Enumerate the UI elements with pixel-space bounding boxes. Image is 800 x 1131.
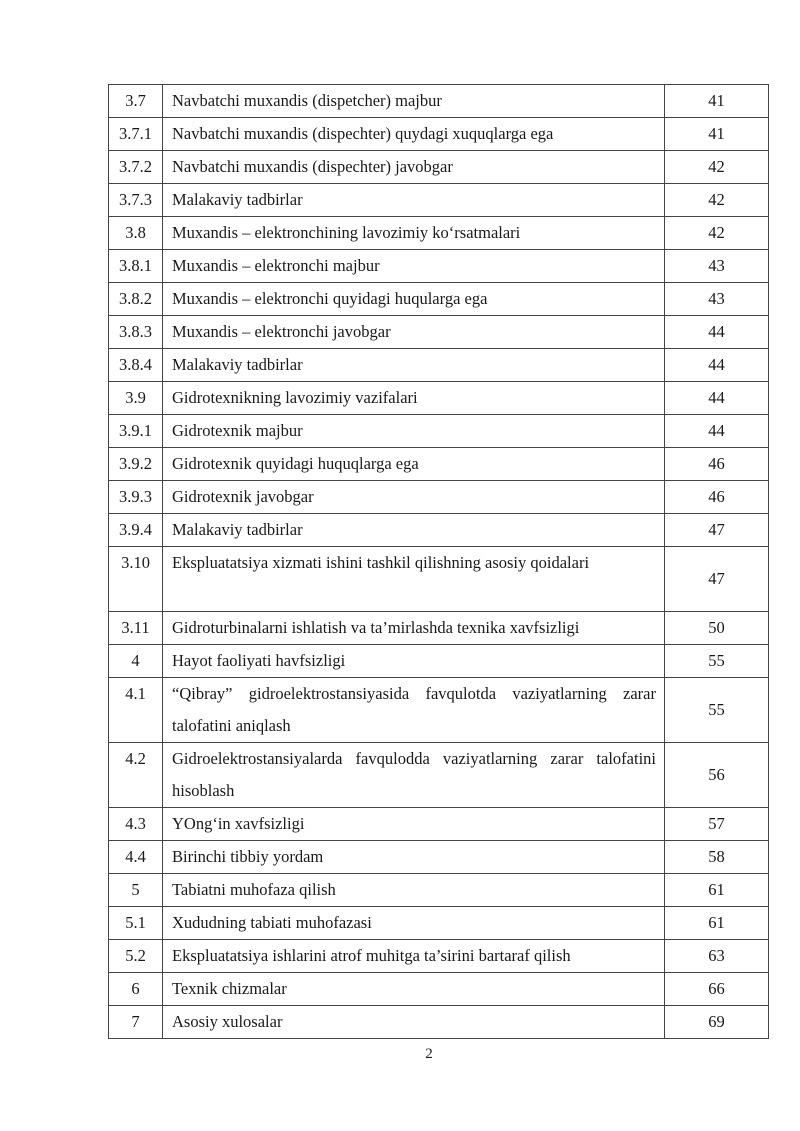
toc-row [109,973,769,1006]
toc-number: 5.1 [109,907,163,940]
toc-number: 3.7 [109,85,163,118]
toc-number: 7 [109,1006,163,1039]
toc-page: 55 [665,678,769,743]
toc-row [109,217,769,250]
toc-page: 46 [665,481,769,514]
toc-row [109,118,769,151]
toc-page: 63 [665,940,769,973]
toc-page: 58 [665,841,769,874]
toc-row [109,678,769,743]
toc-row [109,808,769,841]
toc-number: 3.9.4 [109,514,163,547]
toc-row [109,250,769,283]
toc-row [109,743,769,808]
toc-page: 43 [665,283,769,316]
toc-number: 3.8.1 [109,250,163,283]
toc-page: 50 [665,612,769,645]
toc-page: 44 [665,382,769,415]
toc-number: 4 [109,645,163,678]
toc-row [109,316,769,349]
toc-number: 4.3 [109,808,163,841]
toc-page: 47 [665,514,769,547]
toc-page: 41 [665,85,769,118]
toc-number: 6 [109,973,163,1006]
toc-row [109,940,769,973]
toc-page: 55 [665,645,769,678]
toc-title: Navbatchi muxandis (dispechter) quydagi xuquqlarga ega [163,118,665,151]
toc-row [109,448,769,481]
toc-number: 3.9.3 [109,481,163,514]
toc-title: Gidrotexnik javobgar [163,481,665,514]
toc-row [109,382,769,415]
toc-title: Muxandis – elektronchi javobgar [163,316,665,349]
toc-title: Gidroelektrostansiyalarda favqulodda vaziyatlarning zarar talofatini hisoblash [163,743,665,808]
toc-title: Malakaviy tadbirlar [163,184,665,217]
toc-title: Texnik chizmalar [163,973,665,1006]
toc-title: Muxandis – elektronchi quyidagi huqularga ega [163,283,665,316]
toc-number: 3.8.2 [109,283,163,316]
toc-page: 56 [665,743,769,808]
toc-number: 3.9 [109,382,163,415]
toc-row [109,514,769,547]
toc-title: Malakaviy tadbirlar [163,514,665,547]
toc-row [109,841,769,874]
toc-row [109,349,769,382]
toc-title: Navbatchi muxandis (dispechter) javobgar [163,151,665,184]
toc-number: 4.2 [109,743,163,808]
toc-row [109,85,769,118]
toc-title: “Qibray” gidroelektrostansiyasida favqulotda vaziyatlarning zarar talofatini aniqlash [163,678,665,743]
toc-title: Ekspluatatsiya xizmati ishini tashkil qilishning asosiy qoidalari [163,547,665,612]
toc-row [109,415,769,448]
toc-number: 3.8.4 [109,349,163,382]
toc-number: 3.8 [109,217,163,250]
toc-row [109,907,769,940]
toc-page: 61 [665,874,769,907]
toc-row [109,184,769,217]
toc-title: Asosiy xulosalar [163,1006,665,1039]
toc-title: Gidrotexnik majbur [163,415,665,448]
toc-title: Malakaviy tadbirlar [163,349,665,382]
toc-title: YOng‘in xavfsizligi [163,808,665,841]
toc-number: 3.8.3 [109,316,163,349]
toc-number: 4.4 [109,841,163,874]
toc-title: Hayot faoliyati havfsizligi [163,645,665,678]
toc-page: 69 [665,1006,769,1039]
toc-title: Muxandis – elektronchining lavozimiy ko‘rsatmalari [163,217,665,250]
toc-page: 44 [665,316,769,349]
toc-page: 44 [665,415,769,448]
toc-page: 57 [665,808,769,841]
toc-row [109,151,769,184]
toc-page: 42 [665,184,769,217]
toc-page: 41 [665,118,769,151]
toc-number: 3.9.2 [109,448,163,481]
table-of-contents [108,84,769,1039]
toc-page: 42 [665,217,769,250]
toc-title: Navbatchi muxandis (dispetcher) majbur [163,85,665,118]
toc-title: Gidrotexnikning lavozimiy vazifalari [163,382,665,415]
toc-title: Gidroturbinalarni ishlatish va ta’mirlashda texnika xavfsizligi [163,612,665,645]
toc-page: 66 [665,973,769,1006]
toc-page: 61 [665,907,769,940]
toc-number: 3.7.2 [109,151,163,184]
toc-number: 5.2 [109,940,163,973]
toc-row [109,874,769,907]
toc-number: 3.11 [109,612,163,645]
toc-row [109,612,769,645]
toc-title: Gidrotexnik quyidagi huquqlarga ega [163,448,665,481]
toc-title: Muxandis – elektronchi majbur [163,250,665,283]
toc-title: Tabiatni muhofaza qilish [163,874,665,907]
toc-page: 47 [665,547,769,612]
toc-title: Ekspluatatsiya ishlarini atrof muhitga ta’sirini bartaraf qilish [163,940,665,973]
toc-number: 3.7.1 [109,118,163,151]
toc-number: 5 [109,874,163,907]
toc-number: 4.1 [109,678,163,743]
toc-title: Xududning tabiati muhofazasi [163,907,665,940]
toc-page: 43 [665,250,769,283]
toc-page: 46 [665,448,769,481]
toc-number: 3.7.3 [109,184,163,217]
toc-row [109,481,769,514]
toc-row [109,1006,769,1039]
toc-title: Birinchi tibbiy yordam [163,841,665,874]
toc-row [109,283,769,316]
toc-row [109,547,769,612]
toc-row [109,645,769,678]
toc-page: 42 [665,151,769,184]
toc-number: 3.10 [109,547,163,612]
toc-page: 44 [665,349,769,382]
toc-number: 3.9.1 [109,415,163,448]
page-number: 2 [425,1046,433,1062]
